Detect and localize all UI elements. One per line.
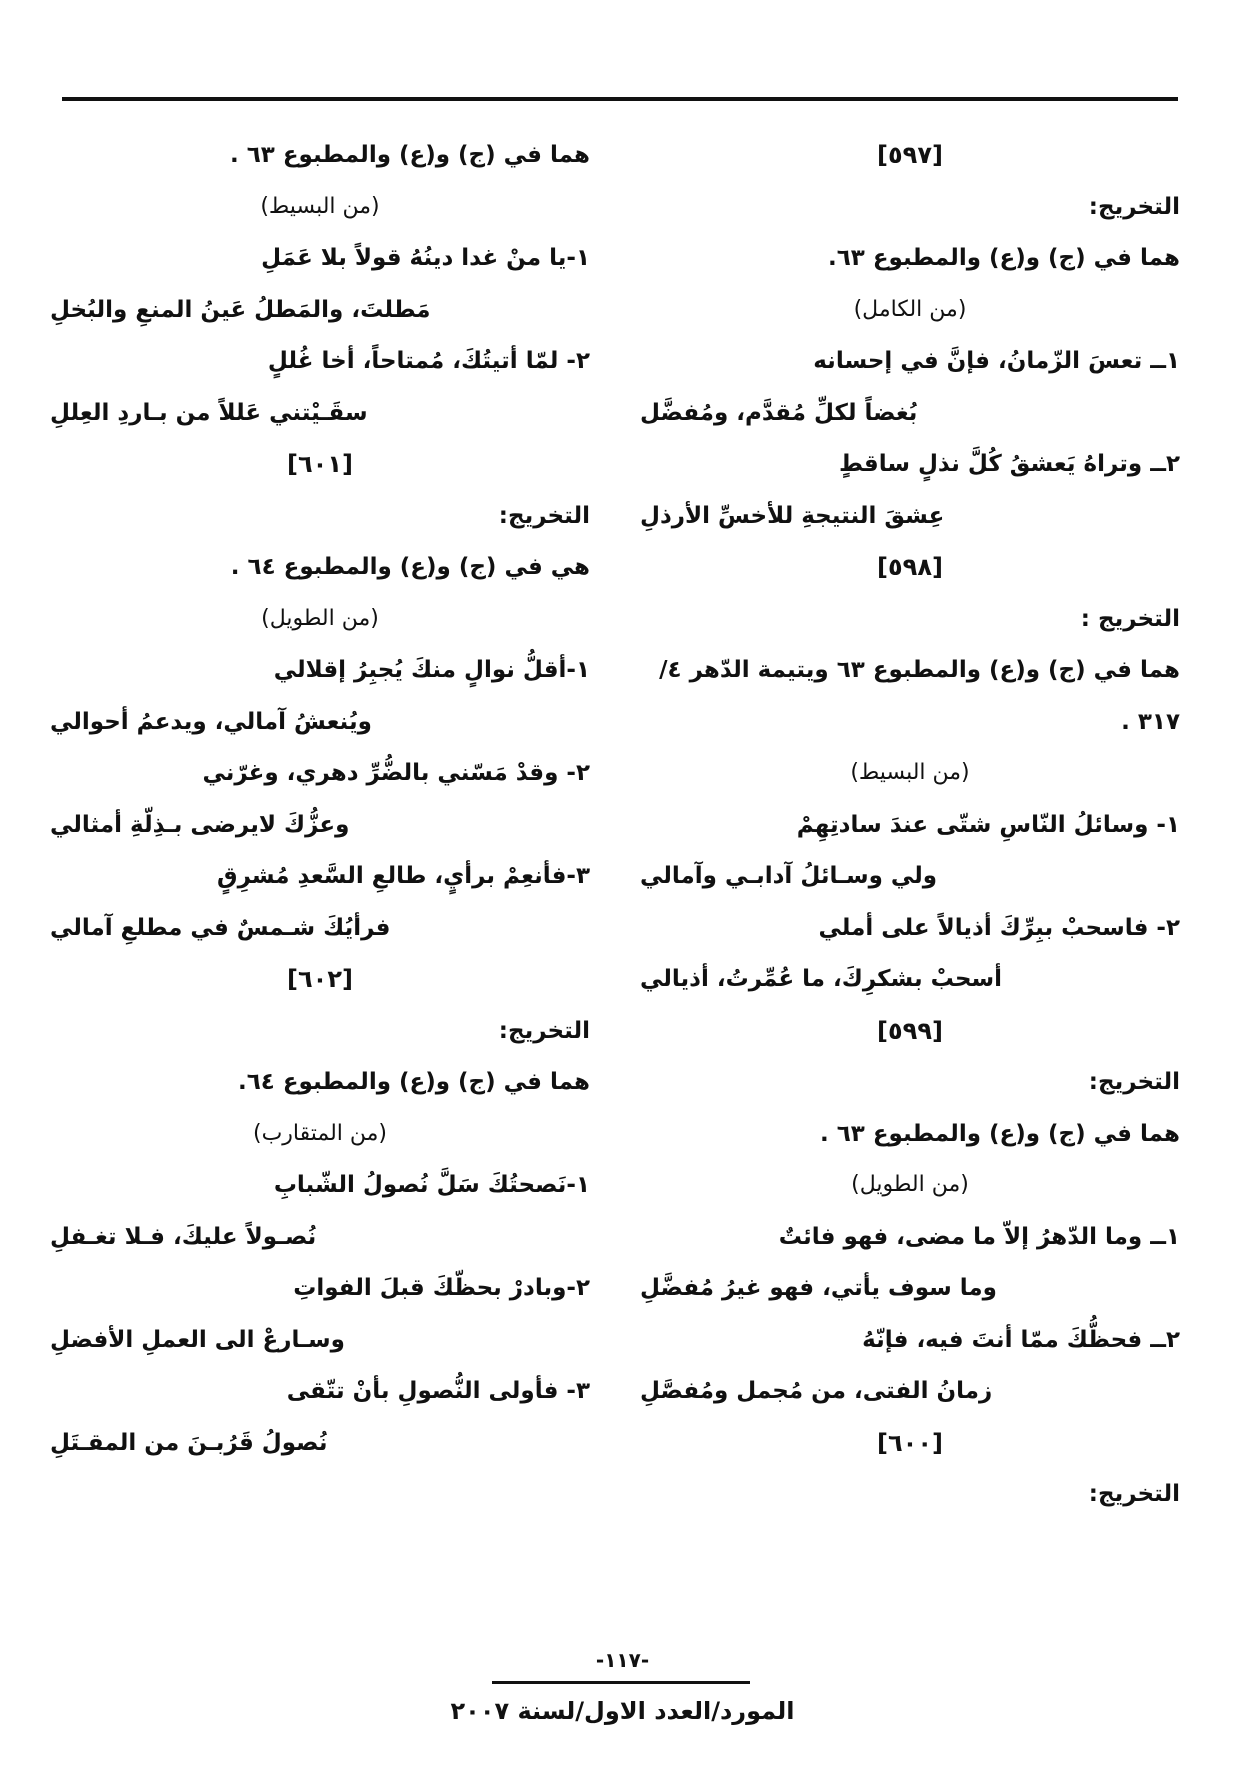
page-number: -١١٧-: [595, 1648, 650, 1672]
poem-number: [٦٠١]: [287, 450, 353, 478]
verse-second-hemistich: وما سوف يأتي، فهو غيرُ مُفضَّلِ: [640, 1275, 997, 1301]
right-column: [640, 140, 1180, 1640]
section-heading: التخريج:: [1088, 1481, 1180, 1507]
verse-first-hemistich: ٢ــ فحظُّكَ ممّا أنتَ فيه، فإنّهُ: [862, 1326, 1180, 1353]
footer-rule: [492, 1681, 750, 1684]
section-heading: التخريج :: [1080, 605, 1180, 632]
verse-second-hemistich: وسـارعْ الى العملِ الأفضلِ: [50, 1326, 345, 1353]
body-text: هما في (ج) و(ع) والمطبوع ٦٣ .: [820, 1120, 1180, 1147]
poem-number: [٦٠٠]: [877, 1428, 943, 1457]
poem-number: [٥٩٩]: [877, 1016, 943, 1045]
verse-first-hemistich: ١ــ تعسَ الزّمانُ، فإنَّ في إحسانه: [813, 348, 1180, 374]
body-text: هي في (ج) و(ع) والمطبوع ٦٤ .: [230, 554, 590, 580]
verse-first-hemistich: ٢-وبادرْ بحظّكَ قبلَ الفواتِ: [293, 1275, 590, 1301]
verse-first-hemistich: ١-أقلُّ نوالٍ منكَ يُجبِرُ إقلالي: [273, 657, 590, 683]
meter-label: (من الكامل): [853, 296, 967, 322]
meter-label: (من المتقارب): [252, 1120, 388, 1146]
verse-first-hemistich: ٢- لمّا أتيتُكَ، مُمتاحاً، أخا غُللٍ: [267, 348, 590, 374]
journal-footer: المورد/العدد الاول/لسنة ٢٠٠٧: [450, 1697, 795, 1725]
section-heading: التخريج:: [1088, 1069, 1180, 1095]
verse-second-hemistich: ويُنعشُ آمالي، ويدعمُ أحوالي: [50, 708, 372, 735]
left-column: [50, 140, 590, 1640]
verse-second-hemistich: مَطلتَ، والمَطلُ عَينُ المنعِ والبُخلِ: [50, 296, 431, 323]
body-text: هما في (ج) و(ع) والمطبوع ٦٣ .: [230, 142, 590, 168]
poem-number: [٦٠٢]: [287, 965, 353, 993]
meter-label: (من البسيط): [850, 760, 970, 785]
top-rule: [62, 97, 1178, 101]
body-text: ٣١٧ .: [1121, 708, 1180, 735]
verse-second-hemistich: زمانُ الفتى، من مُجمل ومُفصَّلِ: [640, 1378, 993, 1404]
verse-second-hemistich: فرأيُكَ شـمسٌ في مطلعِ آمالي: [50, 914, 391, 941]
verse-first-hemistich: ٣-فأنعِمْ برأيٍ، طالعِ السَّعدِ مُشرِقٍ: [217, 863, 590, 889]
verse-second-hemistich: وعزُّكَ لايرضى بـذِلّةِ أمثالي: [50, 811, 350, 838]
verse-second-hemistich: بُغضاً لكلِّ مُقدَّم، ومُفضَّل: [640, 399, 918, 426]
verse-second-hemistich: سقَـيْتني عَللاً من بـاردِ العِللِ: [50, 399, 368, 426]
body-text: هما في (ج) و(ع) والمطبوع ٦٤.: [238, 1069, 590, 1095]
poem-number: [٥٩٨]: [877, 553, 943, 581]
section-heading: التخريج:: [498, 502, 590, 529]
verse-first-hemistich: ٢- فاسحبْ ببِرِّكَ أذيالاً على أملي: [818, 914, 1180, 941]
verse-second-hemistich: نُصولُ قَرُبـنَ من المقـتَلِ: [50, 1429, 328, 1456]
verse-second-hemistich: عِشقَ النتيجةِ للأخسِّ الأرذلِ: [640, 502, 945, 529]
poem-number: [٥٩٧]: [877, 141, 943, 169]
verse-second-hemistich: أسحبْ بشكرِكَ، ما عُمِّرتُ، أذيالي: [640, 966, 1003, 992]
verse-first-hemistich: ٢- وقدْ مَسّني بالضُّرِّ دهري، وغرّني: [202, 760, 590, 786]
verse-second-hemistich: ولي وسـائلُ آدابـي وآمالي: [640, 863, 938, 889]
verse-first-hemistich: ١-يا منْ غدا دينُهُ قولاً بلا عَمَلِ: [261, 245, 590, 271]
verse-first-hemistich: ٣- فأولى النُّصولِ بأنْ تتّقى: [286, 1378, 590, 1404]
verse-first-hemistich: ١-نَصحتُكَ سَلَّ نُصولُ الشّبابِ: [273, 1172, 590, 1198]
body-text: هما في (ج) و(ع) والمطبوع ٦٣ ويتيمة الدّهر ٤/: [659, 657, 1180, 683]
verse-first-hemistich: ١- وسائلُ النّاسِ شتّى عندَ سادتِهِمْ: [796, 811, 1180, 838]
meter-label: (من البسيط): [260, 193, 380, 219]
verse-second-hemistich: نُصـولاً عليكَ، فـلا تغـفلِ: [50, 1223, 317, 1250]
verse-first-hemistich: ١ــ وما الدّهرُ إلاّ ما مضى، فهو فائتٌ: [778, 1223, 1180, 1250]
verse-first-hemistich: ٢ــ وتراهُ يَعشقُ كُلَّ نذلٍ ساقطٍ: [839, 451, 1180, 477]
body-text: هما في (ج) و(ع) والمطبوع ٦٣.: [828, 245, 1180, 271]
meter-label: (من الطويل): [261, 605, 379, 631]
section-heading: التخريج:: [1088, 193, 1180, 220]
section-heading: التخريج:: [498, 1017, 590, 1044]
meter-label: (من الطويل): [851, 1172, 969, 1197]
